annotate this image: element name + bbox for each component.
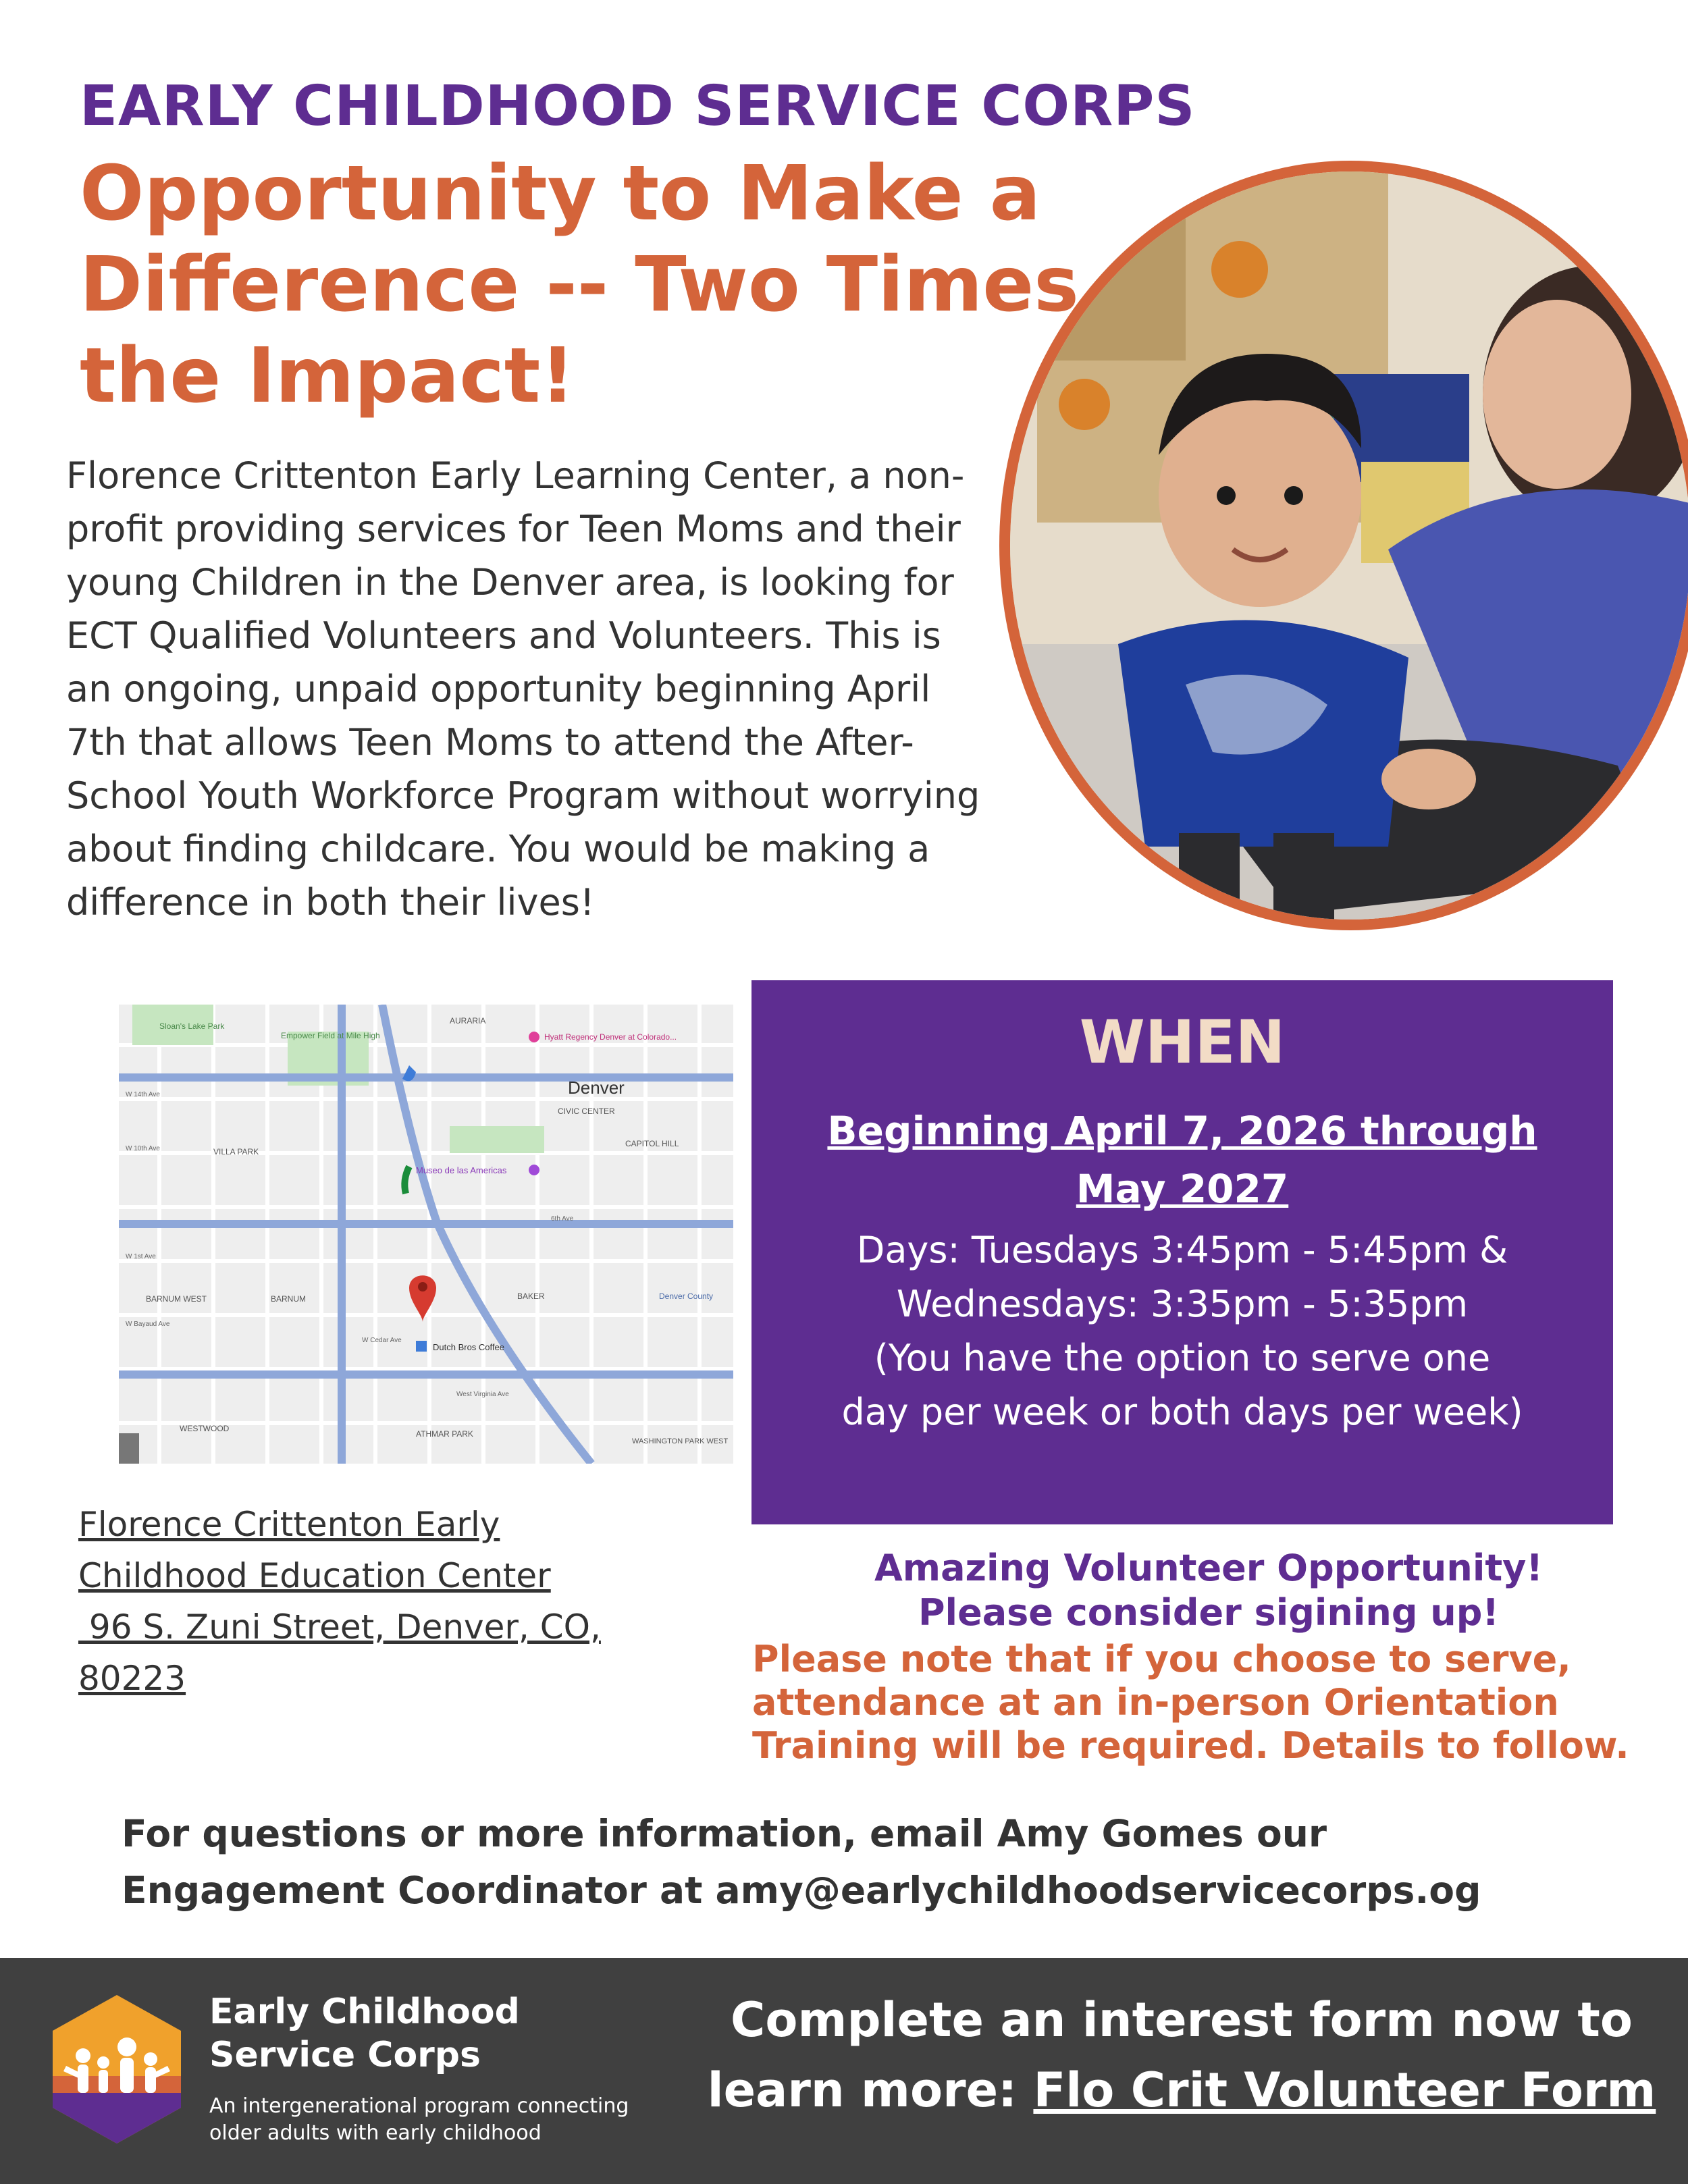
map-label-sloans: Sloan's Lake Park	[159, 1021, 225, 1031]
callout-line-2: Please consider sigining up!	[918, 1591, 1500, 1634]
map-label-st10: W 10th Ave	[126, 1145, 160, 1152]
map-label-bayaud: W Bayaud Ave	[126, 1321, 170, 1328]
center-address[interactable]	[78, 1499, 686, 1704]
headline-line-3	[80, 331, 1079, 422]
map-label-virginia: West Virginia Ave	[456, 1391, 509, 1398]
address-line-4: 80223	[78, 1659, 186, 1698]
headline	[80, 149, 1079, 422]
map-canvas	[119, 1005, 733, 1464]
map-label-westwood: WESTWOOD	[180, 1424, 230, 1433]
map-label-dutch: Dutch Bros Coffee	[433, 1342, 504, 1352]
when-dates-line-2: May 2027	[1076, 1166, 1289, 1212]
when-dates-line-1: Beginning April 7, 2026 through	[827, 1108, 1537, 1154]
note-line-1: Please note that if you choose to serve,	[752, 1638, 1571, 1680]
volunteer-photo	[999, 161, 1688, 930]
note-line-3: Training will be required. Details to follow.	[752, 1724, 1629, 1767]
address-line-2: Childhood Education Center	[78, 1556, 551, 1595]
map-label-barnum-west: BARNUM WEST	[146, 1294, 207, 1304]
footer-brand	[209, 1990, 682, 2077]
brand-line-1: Early Childhood	[209, 1992, 520, 2032]
map-label-hyatt: Hyatt Regency Denver at Colorado...	[544, 1032, 677, 1042]
intro-paragraph: Florence Crittenton Early Learning Center, a non-profit providing services for Teen Moms and their young Children in the Denver area, is looking for ECT Qualified Volunteers and Volunteers. This is an ongoing, unpaid opportunity beginning April 7th that allows Teen Moms to attend the After-School Youth Workforce Program without worrying about finding childcare. You would be making a difference in both their lives!	[66, 454, 980, 924]
interest-form-cta	[695, 1985, 1668, 2125]
headline-exclamation: !	[540, 332, 575, 420]
address-line-3: 96 S. Zuni Street, Denver, CO,	[78, 1607, 601, 1647]
callout-line-1: Amazing Volunteer Opportunity!	[874, 1547, 1543, 1589]
cta-line-1: Complete an interest form now to	[731, 1992, 1633, 2048]
cta-line-2-prefix: learn more:	[707, 2062, 1034, 2118]
map-label-denver-county: Denver County	[659, 1291, 714, 1301]
map-label-barnum: BARNUM	[271, 1294, 307, 1304]
when-panel	[751, 980, 1613, 1524]
map-label-denver: Denver	[568, 1077, 625, 1098]
map-label-capitol: CAPITOL HILL	[625, 1139, 679, 1148]
footer-tagline	[209, 2093, 682, 2147]
organization-name: EARLY CHILDHOOD SERVICE CORPS	[80, 74, 1196, 138]
map-label-museo: Museo de las Americas	[416, 1165, 507, 1175]
ecsc-logo	[46, 1992, 188, 2147]
when-days-line-1: Days: Tuesdays 3:45pm - 5:45pm &	[856, 1229, 1508, 1271]
map-label-athmar: ATHMAR PARK	[416, 1429, 473, 1439]
tagline-line-1: An intergenerational program connecting	[209, 2094, 629, 2118]
contact-line-2: Engagement Coordinator at amy@earlychildhoodservicecorps.og	[122, 1869, 1481, 1912]
contact-info	[122, 1805, 1647, 1919]
contact-line-1: For questions or more information, email Amy Gomes our	[122, 1812, 1327, 1855]
cta-line-2	[695, 2055, 1668, 2125]
map-label-st14: W 14th Ave	[126, 1091, 160, 1098]
logo-icon	[46, 1992, 188, 2147]
location-map[interactable]	[119, 1005, 733, 1464]
when-dates	[751, 1102, 1613, 1218]
map-label-washington: WASHINGTON PARK WEST	[632, 1437, 729, 1445]
when-days-line-4: day per week or both days per week)	[841, 1391, 1523, 1433]
tagline-line-2: older adults with early childhood	[209, 2121, 542, 2145]
orientation-note	[752, 1638, 1684, 1767]
map-label-st6: 6th Ave	[551, 1215, 574, 1223]
map-label-st1: W 1st Ave	[126, 1253, 156, 1260]
map-label-cedar: W Cedar Ave	[362, 1337, 402, 1344]
map-label-baker: BAKER	[517, 1291, 545, 1301]
map-label-auraria: AURARIA	[450, 1016, 486, 1026]
map-label-empower: Empower Field at Mile High	[281, 1031, 380, 1040]
when-days	[751, 1223, 1613, 1439]
map-label-civic: CIVIC CENTER	[558, 1107, 615, 1116]
photo-illustration	[1010, 171, 1688, 930]
volunteer-callout	[770, 1546, 1647, 1635]
brand-line-2: Service Corps	[209, 2035, 481, 2075]
headline-line-1: Opportunity to Make a	[80, 150, 1041, 238]
address-line-1: Florence Crittenton Early	[78, 1505, 500, 1544]
footer-bar	[0, 1958, 1688, 2184]
when-title: WHEN	[1079, 1007, 1286, 1077]
map-label-villa: VILLA PARK	[213, 1147, 259, 1156]
headline-line-2: Difference -- Two Times	[80, 241, 1079, 329]
when-days-line-3: (You have the option to serve one	[874, 1337, 1491, 1379]
volunteer-form-link[interactable]: Flo Crit Volunteer Form	[1033, 2062, 1656, 2118]
when-days-line-2: Wednesdays: 3:35pm - 5:35pm	[896, 1283, 1469, 1325]
headline-line-3-text: the Impact	[80, 332, 541, 420]
note-line-2: attendance at an in-person Orientation	[752, 1681, 1559, 1724]
